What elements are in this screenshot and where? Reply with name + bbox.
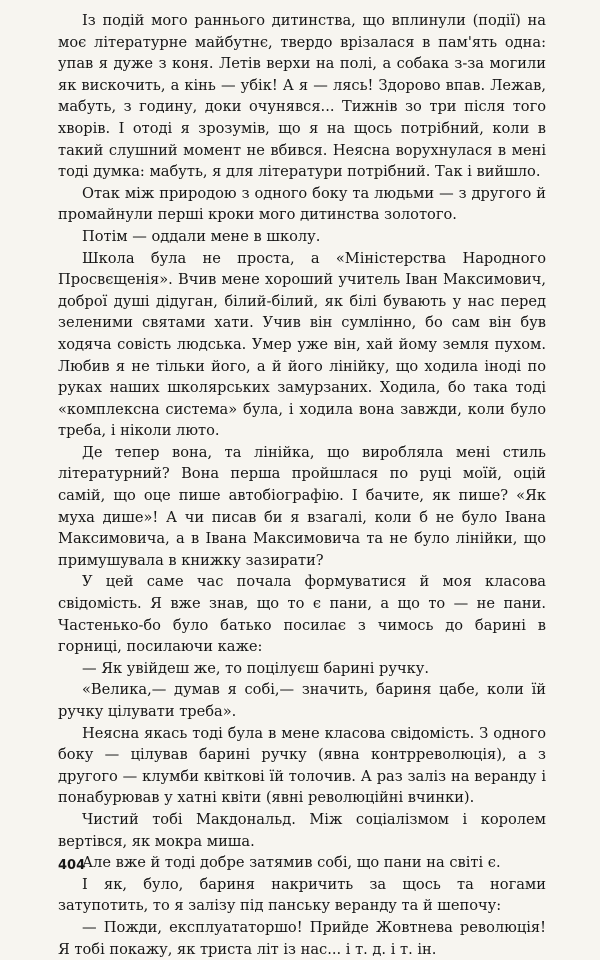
paragraph: Потім — оддали мене в школу. [82,227,321,245]
paragraph: Неясна якась тоді була в мене класова свідомість. З одного боку — цілував барині ручку (явна контрреволюція), а з другого — клумби квіткові їй толочив. А раз заліз на веранду і понабурював у хатні квіти (явні революційні вчинки). [58,724,546,807]
paragraph: Школа була не проста, а «Міністерства Народного Просвєщенія». Вчив мене хороший учитель Іван Максимович, доброї душі дідуган, білий-білий, як білі бувають у нас перед зеленими святами хати. Учив він сумлінно, бо сам він був ходяча совість людська. Умер уже він, хай йому земля пухом. Любив я не тільки його, а й його лінійку, що ходила іноді по руках наших школярських замурзаних. Ходила, бо така тоді «комплексна система» була, і ходила вона завжди, коли було треба, і ніколи люто. [58,249,546,440]
paragraph: — Пожди, експлуататоршо! Прийде Жовтнева революція! Я тобі покажу, як триста літ із нас... і т. д. і т. ін. [58,918,546,958]
paragraph: У цей саме час почала формуватися й моя класова свідомість. Я вже знав, що то є пани, а що то — не пани. Частенько-бо було батько посилає з чимось до барині в горниці, посилаючи каже: [58,573,546,656]
page-number: 404 [58,858,86,873]
paragraph: Із подій мого раннього дитинства, що вплинули (події) на моє літературне майбутнє, твердо врізалася в пам'ять одна: упав я дуже з коня. Летів верхи на полі, а собака з-за могили як вискочить, а кінь — убік! А я — лясь! Здорово впав. Лежав, мабуть, з годину, доки очунявся... Тижнів зо три після того хворів. І отоді я зрозумів, що я на щось потрібний, коли в такий слушний момент не вбився. Неясна ворухнулася в мені тоді думка: мабуть, я для літератури потрібний. Так і вийшло. [58,12,546,181]
paragraph: Чистий тобі Макдональд. Між соціалізмом і королем вертівся, як мокра миша. [58,810,546,850]
paragraph: Де тепер вона, та лінійка, що виробляла мені стиль літературний? Вона перша пройшлася по руці моїй, оцій самій, що оце пише автобіографію. І бачите, як пише? «Як муха дише»! А чи писав би я взагалі, коли б не було Івана Максимовича, а в Івана Максимовича та не було лінійки, що примушувала в книжку зазирати? [58,443,546,569]
paragraph: Отак між природою з одного боку та людьми — з другого й промайнули перші кроки мого дитинства золотого. [58,184,546,224]
paragraph: — Як увійдеш же, то поцілуєш барині ручку. [82,659,429,677]
paragraph: І як, було, бариня накричить за щось та ногами затупотить, то я залізу під панську веранду та й шепочу: [58,875,546,915]
main-text [58,10,546,960]
paragraph: «Велика,— думав я собі,— значить, бариня цабе, коли їй ручку цілувати треба». [58,681,546,720]
paragraph: Але вже й тоді добре затямив собі, що пани на світі є. [82,854,501,872]
